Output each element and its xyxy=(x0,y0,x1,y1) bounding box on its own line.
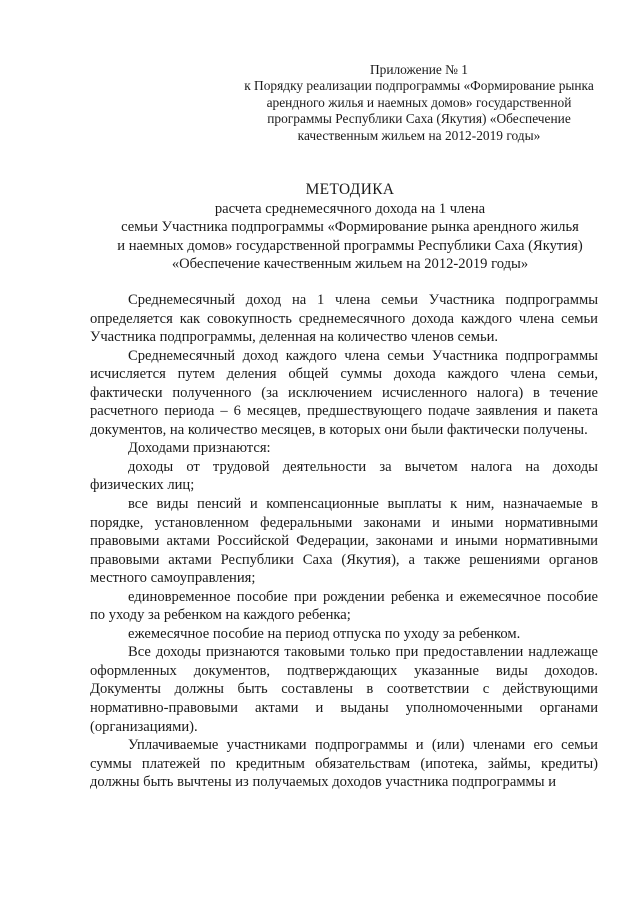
body-paragraph: Уплачиваемые участниками подпрограммы и (или) членами его семьи суммы платежей по кредитным обязательствам (ипотека, займы, кредиты) должны быть вычтены из получаемых доходов участника подпрограммы и xyxy=(90,737,598,791)
title-line: и наемных домов» государственной программы Республики Саха (Якутия) xyxy=(117,237,583,254)
title-line: «Обеспечение качественным жильем на 2012-2019 годы» xyxy=(171,256,529,273)
body-paragraph: ежемесячное пособие на период отпуска по уходу за ребенком. xyxy=(128,625,521,642)
appendix-line: Приложение № 1 xyxy=(369,62,469,77)
body-paragraph: Все доходы признаются таковыми только при предоставлении надлежаще оформленных документов, подтверждающих указанные виды доходов. Документы должны быть составлены в соответствии с действующими нормативно-правовыми актами и выданы уполномоченными органами (организациями). xyxy=(90,644,598,735)
appendix-note xyxy=(234,62,604,144)
body-paragraph: Доходами признаются: xyxy=(128,440,271,457)
body-paragraph: доходы от трудовой деятельности за вычетом налога на доходы физических лиц; xyxy=(90,458,598,494)
title-heading: МЕТОДИКА xyxy=(305,181,395,198)
body-paragraph: Среднемесячный доход на 1 члена семьи Участника подпрограммы определяется как совокупность среднемесячного дохода каждого члена семьи Участника подпрограммы, деленная на количество членов семьи. xyxy=(90,292,598,346)
document-body xyxy=(90,291,598,792)
appendix-line: к Порядку реализации подпрограммы «Формирование рынка xyxy=(244,78,594,94)
appendix-line: программы Республики Саха (Якутия) «Обеспечение xyxy=(267,111,571,127)
body-paragraph: единовременное пособие при рождении ребенка и ежемесячное пособие по уходу за ребенком на каждого ребенка; xyxy=(90,588,598,624)
appendix-line: арендного жилья и наемных домов» государственной xyxy=(266,94,572,110)
body-paragraph: все виды пенсий и компенсационные выплаты к ним, назначаемые в порядке, установленном федеральными законами и иными нормативными правовыми актами Российской Федерации, законами и иными нормативными правовыми актами Республики Саха (Якутия), а также решениями органов местного самоуправления; xyxy=(90,496,598,587)
document-title xyxy=(60,181,640,274)
appendix-line: качественным жильем на 2012-2019 годы» xyxy=(297,127,541,143)
title-line: расчета среднемесячного дохода на 1 члена xyxy=(214,200,486,217)
body-paragraph: Среднемесячный доход каждого члена семьи Участника подпрограммы исчисляется путем деления общей суммы дохода каждого члена семьи, фактически полученного (за исключением исчисленного налога) в течение расчетного периода – 6 месяцев, предшествующего подаче заявления и пакета документов, на количество месяцев, в которых они были фактически получены. xyxy=(90,347,598,438)
title-line: семьи Участника подпрограммы «Формирование рынка арендного жилья xyxy=(121,219,579,236)
